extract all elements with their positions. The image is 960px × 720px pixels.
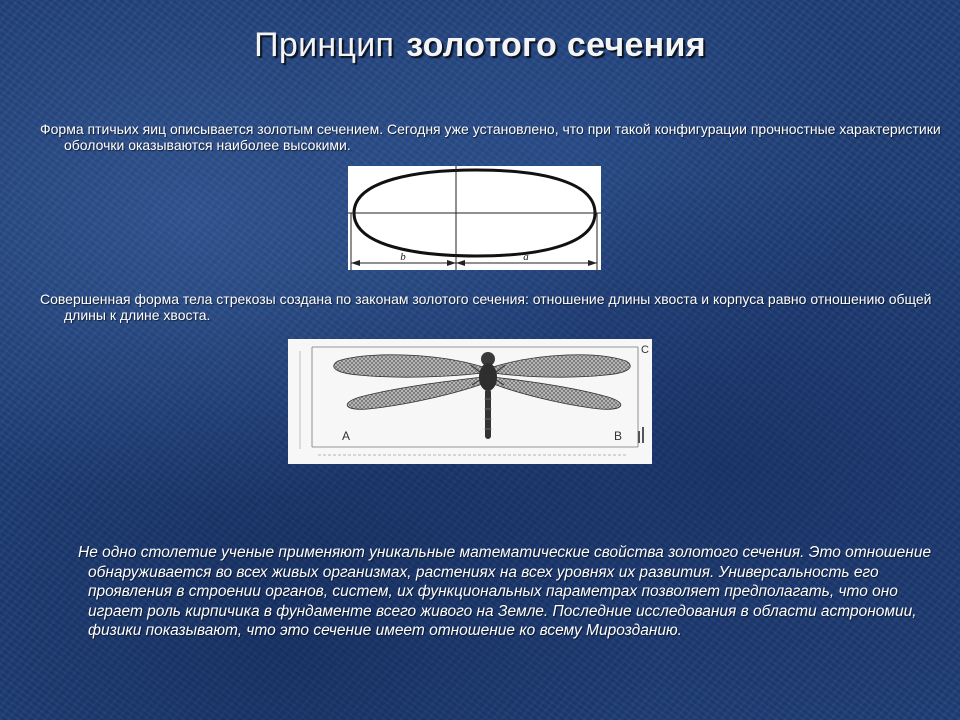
arrow-b-right (447, 260, 456, 266)
dragonfly-thorax (479, 363, 497, 391)
egg-label-b: b (400, 251, 406, 263)
title-bold: золотого сечения (406, 26, 706, 64)
egg-diagram (348, 166, 601, 270)
dragonfly-diagram (288, 339, 652, 464)
arrow-b-left (351, 260, 360, 266)
side-mark (638, 431, 640, 443)
title-regular: Принцип (254, 26, 395, 64)
egg-paragraph: Форма птичьих яиц описывается золотым сечением. Сегодня уже установлено, что при такой конфигурации прочностные характеристики оболочки оказываются наиболее высокими. (40, 121, 941, 153)
dragonfly-label-c: C (641, 344, 649, 356)
egg-label-a: a (523, 251, 529, 263)
arrow-a-right (588, 260, 597, 266)
conclusion-paragraph: Не одно столетие ученые применяют уникальные математические свойства золотого сечения. Это отношение обнаруживается во всех живых организмах, растениях на всех уровнях их развития. Универсальность его проявления в строении органов, систем, их функциональных параметрах позволяет предполагать, что оно играет роль кирпичика в фундаменте всего живого на Земле. Последние исследования в области астрономии, физики показывают, что это сечение имеет отношение ко всему Мирозданию. (78, 544, 932, 639)
dragonfly-paragraph: Совершенная форма тела стрекозы создана по законам золотого сечения: отношение длины хвоста и корпуса равно отношению общей длины к длине хвоста. (40, 291, 932, 323)
slide-title (0, 26, 960, 65)
dragonfly-abdomen (485, 389, 491, 439)
dragonfly-label-b: B (614, 429, 623, 443)
dragonfly-label-a: A (342, 429, 351, 443)
arrow-a-left (456, 260, 465, 266)
side-mark (642, 427, 644, 443)
